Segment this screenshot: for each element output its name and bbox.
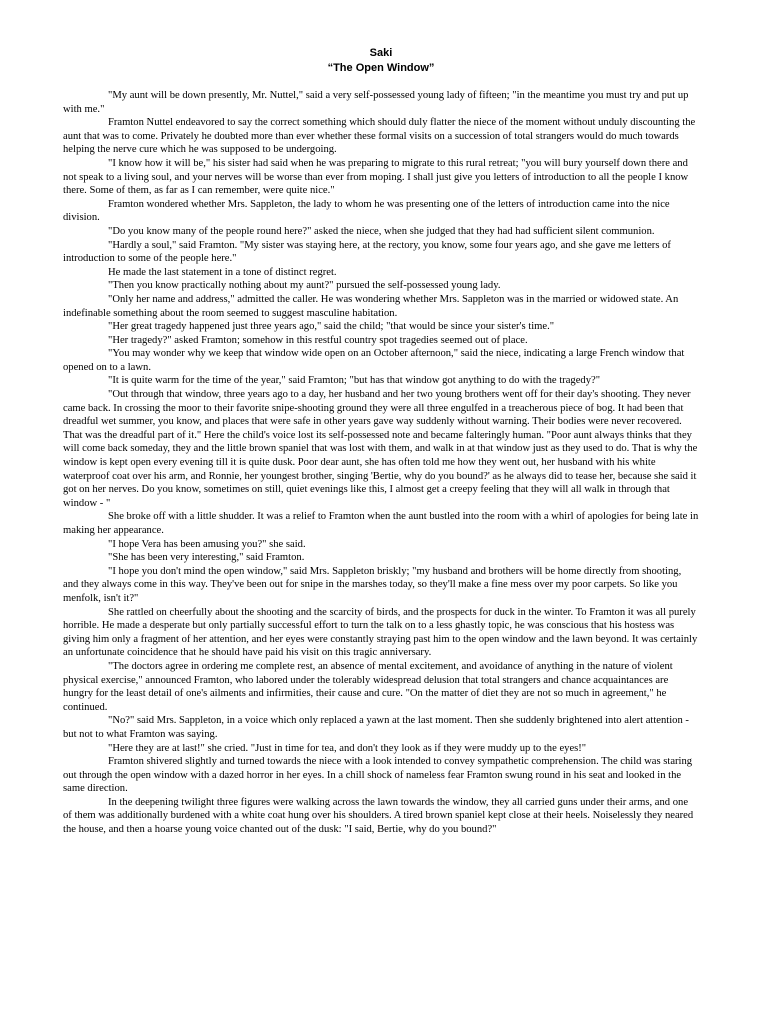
story-paragraph: "It is quite warm for the time of the year," said Framton; "but has that window got anything to do with the tragedy?"	[108, 375, 601, 387]
story-paragraph: "Then you know practically nothing about my aunt?" pursued the self-possessed young lady.	[108, 280, 501, 292]
story-paragraph: Framton wondered whether Mrs. Sappleton, the lady to whom he was presenting one of the letters of introduction came into the nice division.	[63, 198, 670, 224]
story-body	[63, 89, 699, 837]
story-paragraph: "No?" said Mrs. Sappleton, in a voice which only replaced a yawn at the last moment. Then she suddenly brightened into alert attention - but not to what Framton was saying.	[63, 715, 689, 740]
story-paragraph: "I know how it will be," his sister had said when he was preparing to migrate to this rural retreat; "you will bury yourself down there and not speak to a living soul, and your nerves will be worse than ever from moping. I shall just give you letters of introduction to all the people I know there. Some of them, as far as I can remember, were quite nice."	[63, 157, 689, 197]
story-title: “The Open Window”	[327, 62, 435, 74]
story-paragraph: In the deepening twilight three figures were walking across the lawn towards the window, they all carried guns under their arms, and one of them was additionally burdened with a white coat hung over his shoulders. A tired brown spaniel kept close at their heels. Noiselessly they neared the house, and then a hoarse young voice chanted out of the dusk: "I said, Bertie, why do you bound?"	[63, 796, 694, 836]
story-paragraph: "I hope you don't mind the open window," said Mrs. Sappleton briskly; "my husband and brothers will be home directly from shooting, and they always come in this way. They've been out for snipe in the marshes today, so they'll make a fine mess over my poor carpets. So like you menfolk, isn't it?"	[63, 565, 682, 604]
story-paragraph: "Her tragedy?" asked Framton; somehow in this restful country spot tragedies seemed out of place.	[108, 334, 528, 346]
story-paragraph: "You may wonder why we keep that window wide open on an October afternoon," said the niece, indicating a large French window that opened on to a lawn.	[63, 348, 685, 373]
story-paragraph: She broke off with a little shudder. It was a relief to Framton when the aunt bustled into the room with a whirl of apologies for being late in making her appearance.	[63, 511, 699, 536]
story-paragraph: "Only her name and address," admitted the caller. He was wondering whether Mrs. Sappleton was in the married or widowed state. An indefinable something about the room seemed to suggest masculine habitation.	[63, 293, 679, 319]
story-paragraph: "Hardly a soul," said Framton. "My sister was staying here, at the rectory, you know, some four years ago, and she gave me letters of introduction to some of the people here."	[63, 239, 671, 265]
author-name: Saki	[369, 47, 393, 59]
document-page	[63, 46, 699, 837]
story-paragraph: Framton Nuttel endeavored to say the correct something which should duly flatter the niece of the moment without unduly discounting the aunt that was to come. Privately he doubted more than ever whether these formal visits on a succession of total strangers would do much towards helping the nerve cure which he was supposed to be undergoing.	[63, 117, 696, 156]
story-paragraph: He made the last statement in a tone of distinct regret.	[108, 266, 337, 278]
story-paragraph: "I hope Vera has been amusing you?" she said.	[108, 538, 306, 550]
story-paragraph: "My aunt will be down presently, Mr. Nuttel," said a very self-possessed young lady of fifteen; "in the meantime you must try and put up with me."	[63, 90, 689, 115]
story-paragraph: "Her great tragedy happened just three years ago," said the child; "that would be since your sister's time."	[108, 321, 555, 333]
story-paragraph: "Out through that window, three years ago to a day, her husband and her two young brothers went off for their day's shooting. They never came back. In crossing the moor to their favorite snipe-shooting ground they were all three engulfed in a treacherous piece of bog. It had been that dreadful wet summer, you know, and places that were safe in other years gave way suddenly without warning. Their bodies were never recovered. That was the dreadful part of it." Here the child's voice lost its self-possessed note and became falteringly human. "Poor aunt always thinks that they will come back someday, they and the little brown spaniel that was lost with them, and walk in at that window just as they used to do. That is why the window is kept open every evening till it is quite dusk. Poor dear aunt, she has often told me how they went out, her husband with his white waterproof coat over his arm, and Ronnie, her youngest brother, singing 'Bertie, why do you bound?' as he always did to tease her, because she said it got on her nerves. Do you know, sometimes on still, quiet evenings like this, I almost get a creepy feeling that they will all walk in through that window - "	[63, 389, 698, 509]
story-paragraph: "She has been very interesting," said Framton.	[108, 552, 305, 564]
story-paragraph: She rattled on cheerfully about the shooting and the scarcity of birds, and the prospects for duck in the winter. To Framton it was all purely horrible. He made a desperate but only partially successful effort to turn the talk on to a less ghastly topic, he was conscious that his hostess was giving him only a fragment of her attention, and her eyes were constantly straying past him to the open window and the lawn beyond. It was certainly an unfortunate coincidence that he should have paid his visit on this tragic anniversary.	[63, 606, 698, 659]
story-paragraph: Framton shivered slightly and turned towards the niece with a look intended to convey sympathetic comprehension. The child was staring out through the open window with a dazed horror in her eyes. In a chill shock of nameless fear Framton swung round in his seat and looked in the same direction.	[63, 756, 693, 795]
story-paragraph: "The doctors agree in ordering me complete rest, an absence of mental excitement, and avoidance of anything in the nature of violent physical exercise," announced Framton, who labored under the tolerably widespread delusion that total strangers and chance acquaintances are hungry for the least detail of one's ailments and infirmities, their cause and cure. "On the matter of diet they are not so much in agreement," he continued.	[63, 660, 673, 713]
story-paragraph: "Do you know many of the people round here?" asked the niece, when she judged that they had had sufficient silent communion.	[108, 225, 655, 237]
story-paragraph: "Here they are at last!" she cried. "Just in time for tea, and don't they look as if they were muddy up to the eyes!"	[108, 742, 587, 754]
